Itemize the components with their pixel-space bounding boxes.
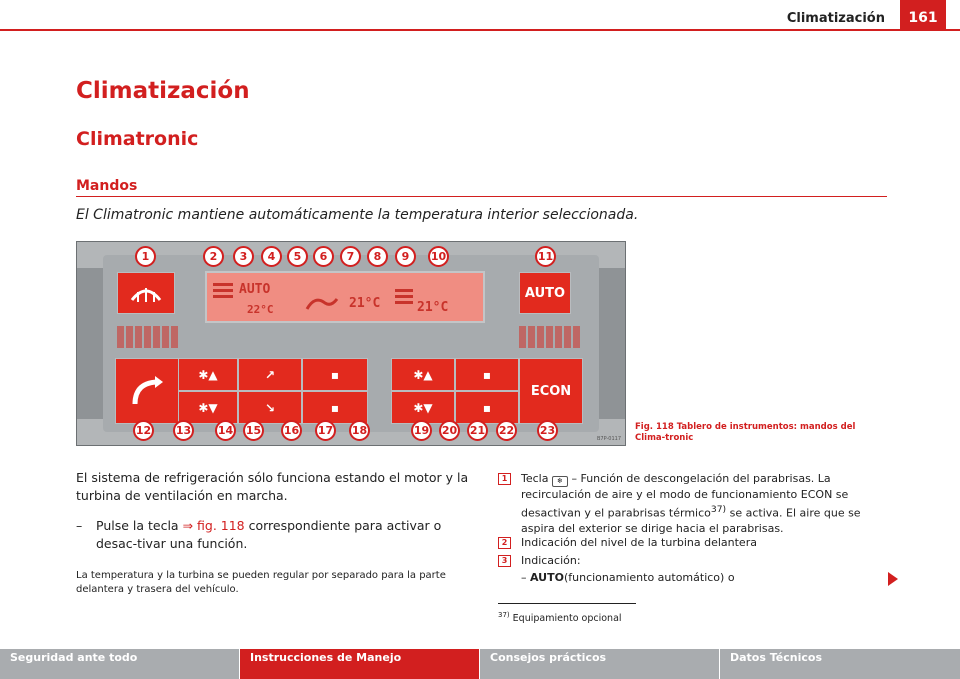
callout-10: 10 bbox=[428, 246, 449, 267]
sub-item bbox=[521, 571, 735, 584]
item-post: – Función de descongelación del parabrisas. La recirculación de aire y el modo de funcionamiento ECON se desactivan y el parabrisas térmico bbox=[521, 472, 849, 520]
section-title: Climatronic bbox=[76, 128, 199, 150]
front-fan-down-button[interactable]: ✱▼ bbox=[178, 391, 238, 424]
chapter-title: Climatización bbox=[76, 78, 250, 104]
subsection-rule bbox=[76, 196, 887, 197]
rear-fan-down-button[interactable]: ✱▼ bbox=[391, 391, 455, 424]
display-auto-text: AUTO bbox=[239, 282, 271, 297]
air-distribution-down-button[interactable]: ↘ bbox=[238, 391, 302, 424]
paragraph-intro: El sistema de refrigeración sólo funciona estando el motor y la turbina de ventilación en marcha. bbox=[76, 470, 469, 503]
callout-18: 18 bbox=[349, 420, 370, 441]
list-item bbox=[498, 471, 888, 536]
temp-up-button-left[interactable]: ▪ bbox=[302, 358, 368, 391]
tab-instrucciones[interactable]: Instrucciones de Manejo bbox=[240, 649, 480, 679]
callout-9: 9 bbox=[395, 246, 416, 267]
list-item bbox=[498, 553, 888, 568]
item-body: Indicación: bbox=[521, 554, 581, 567]
list-item bbox=[498, 535, 888, 550]
callout-14: 14 bbox=[215, 420, 236, 441]
continue-arrow-icon bbox=[888, 572, 898, 586]
recirc-icon bbox=[307, 299, 337, 309]
item-pre: Tecla bbox=[521, 472, 552, 485]
footnote-mark: 37) bbox=[498, 611, 510, 619]
footnote-ref: 37) bbox=[710, 504, 727, 515]
callout-19: 19 bbox=[411, 420, 432, 441]
sub-dash: – bbox=[521, 571, 527, 584]
vent-right bbox=[519, 326, 581, 348]
item-body bbox=[521, 471, 888, 536]
callout-1: 1 bbox=[135, 246, 156, 267]
defrost-key-icon: ❄ bbox=[552, 476, 568, 487]
climate-display bbox=[205, 271, 485, 323]
front-fan-up-button[interactable]: ✱▲ bbox=[178, 358, 238, 391]
running-header-title: Climatización bbox=[786, 11, 885, 26]
callout-3: 3 bbox=[233, 246, 254, 267]
bullet-dash: – bbox=[76, 518, 83, 533]
footnote-text: Equipamiento opcional bbox=[512, 613, 622, 625]
callout-21: 21 bbox=[467, 420, 488, 441]
page-number: 161 bbox=[900, 0, 946, 31]
lead-text: El Climatronic mantiene automáticamente la temperatura interior seleccionada. bbox=[76, 207, 639, 223]
defrost-button[interactable] bbox=[117, 272, 175, 314]
subsection-title: Mandos bbox=[76, 178, 138, 194]
callout-23: 23 bbox=[537, 420, 558, 441]
bullet-post: correspondiente para activar o desac-tivar una función. bbox=[96, 518, 442, 551]
callout-13: 13 bbox=[173, 420, 194, 441]
sub-text: (funcionamiento automático) o bbox=[563, 571, 735, 584]
defrost-icon bbox=[126, 280, 166, 306]
callout-22: 22 bbox=[496, 420, 517, 441]
item-badge: 1 bbox=[498, 473, 511, 485]
tab-datos[interactable]: Datos Técnicos bbox=[720, 649, 960, 679]
display-temp-left: 22°C bbox=[247, 303, 274, 316]
note-text: La temperatura y la turbina se pueden regular por separado para la parte delantera y trasera del vehículo. bbox=[76, 570, 446, 595]
figure-code: B7P-0117 bbox=[596, 436, 621, 442]
display-temp-mid: 21°C bbox=[349, 296, 381, 311]
rear-fan-bar-2 bbox=[395, 295, 413, 298]
recirculation-button[interactable] bbox=[115, 358, 179, 424]
callout-20: 20 bbox=[439, 420, 460, 441]
display-temp-right: 21°C bbox=[417, 300, 449, 315]
vent-left bbox=[117, 326, 179, 348]
fan-bar-2 bbox=[213, 289, 233, 292]
figure-caption: Fig. 118 Tablero de instrumentos: mandos del Clima-tronic bbox=[635, 422, 856, 443]
display-segments bbox=[207, 273, 483, 321]
climatronic-figure bbox=[76, 241, 626, 446]
rear-fan-up-button[interactable]: ✱▲ bbox=[391, 358, 455, 391]
callout-2: 2 bbox=[203, 246, 224, 267]
item-body: Indicación del nivel de la turbina delantera bbox=[521, 536, 757, 549]
fig-link[interactable]: ⇒ fig. 118 bbox=[182, 518, 245, 533]
footnote-rule bbox=[498, 603, 636, 604]
recirculation-icon bbox=[127, 374, 167, 408]
callout-6: 6 bbox=[313, 246, 334, 267]
bullet-text bbox=[96, 517, 476, 553]
rear-fan-bar-1 bbox=[395, 289, 413, 292]
callout-17: 17 bbox=[315, 420, 336, 441]
callout-5: 5 bbox=[287, 246, 308, 267]
header-rule bbox=[0, 29, 960, 31]
item-tail: se activa. El aire que se aspira del exterior se dirige hacia el parabrisas. bbox=[521, 506, 861, 535]
footnote bbox=[498, 611, 622, 624]
callout-16: 16 bbox=[281, 420, 302, 441]
callout-15: 15 bbox=[243, 420, 264, 441]
callout-4: 4 bbox=[261, 246, 282, 267]
sub-bold: AUTO bbox=[530, 571, 564, 584]
bullet-pre: Pulse la tecla bbox=[96, 518, 183, 533]
auto-button[interactable]: AUTO bbox=[519, 272, 571, 314]
temp-up-button-right[interactable]: ▪ bbox=[455, 358, 519, 391]
fan-bar-3 bbox=[213, 295, 233, 298]
callout-11: 11 bbox=[535, 246, 556, 267]
callout-7: 7 bbox=[340, 246, 361, 267]
instruction-bullet bbox=[76, 517, 476, 553]
tab-consejos[interactable]: Consejos prácticos bbox=[480, 649, 720, 679]
item-badge: 3 bbox=[498, 555, 511, 567]
temp-down-button-right[interactable]: ▪ bbox=[455, 391, 519, 424]
tab-seguridad[interactable]: Seguridad ante todo bbox=[0, 649, 240, 679]
fan-bar-1 bbox=[213, 283, 233, 286]
air-distribution-up-button[interactable]: ↗ bbox=[238, 358, 302, 391]
item-badge: 2 bbox=[498, 537, 511, 549]
econ-button[interactable]: ECON bbox=[519, 358, 583, 424]
footer-nav bbox=[0, 649, 960, 679]
callout-8: 8 bbox=[367, 246, 388, 267]
callout-12: 12 bbox=[133, 420, 154, 441]
rear-fan-bar-3 bbox=[395, 301, 413, 304]
temp-down-button-left[interactable]: ▪ bbox=[302, 391, 368, 424]
